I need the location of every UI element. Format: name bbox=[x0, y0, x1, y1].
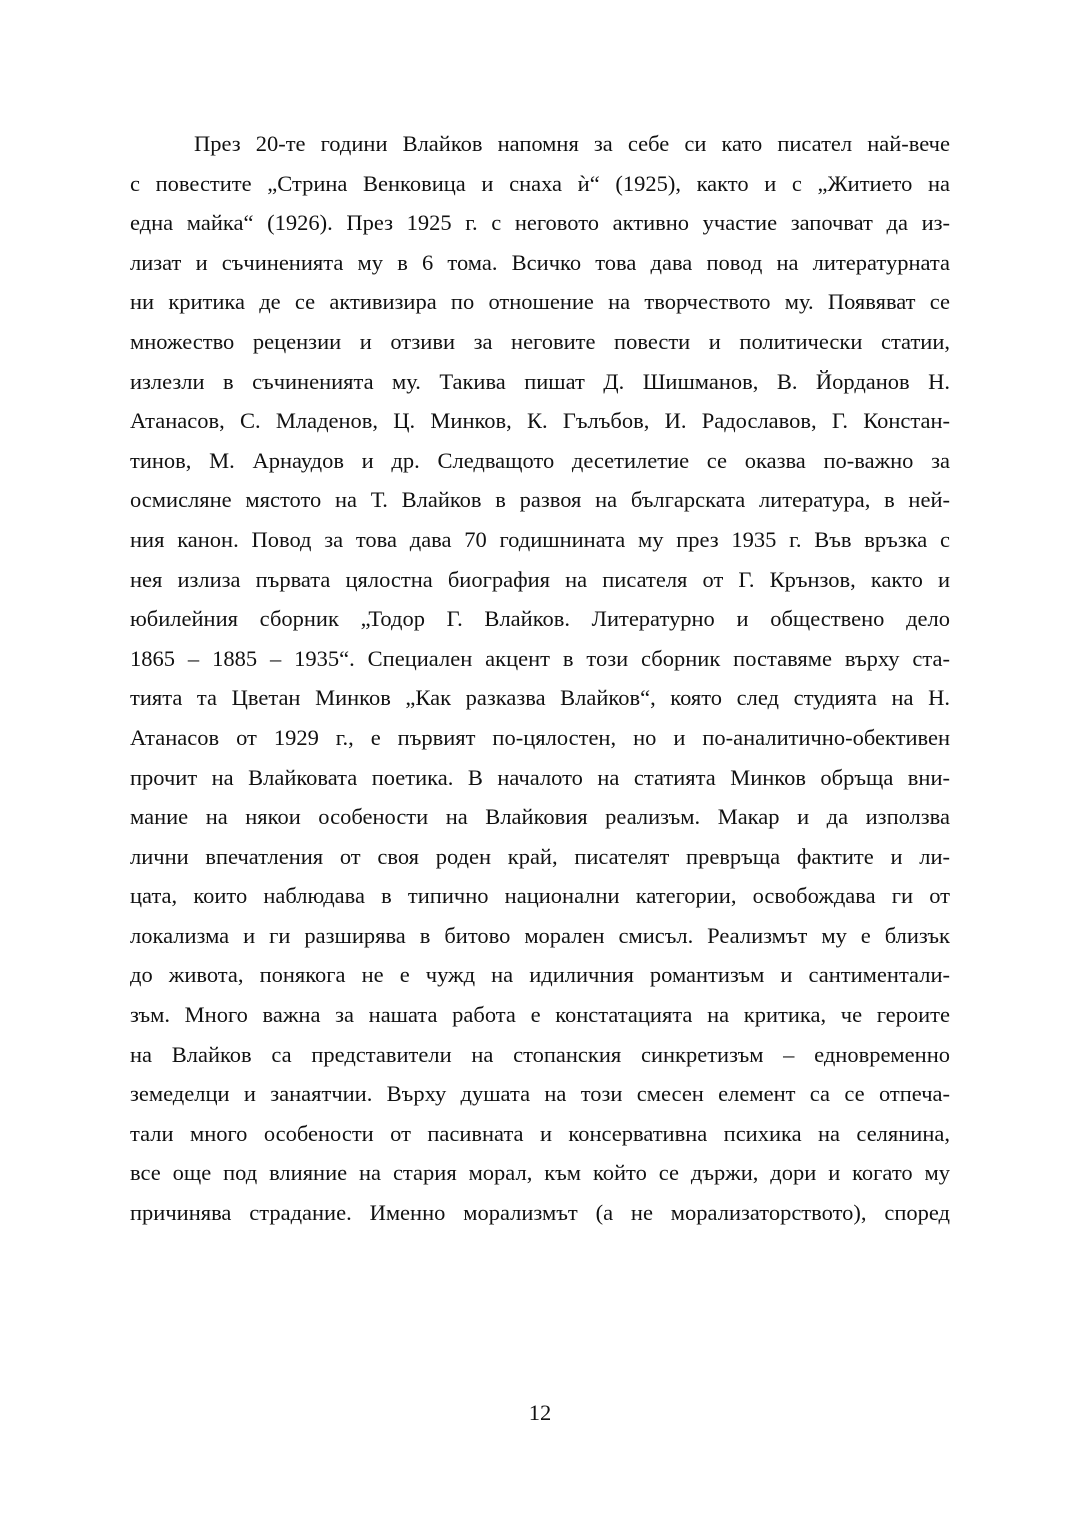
text-line: земеделци и занаятчии. Върху душата на този смесен елемент са се отпеча- bbox=[130, 1081, 950, 1107]
text-line: През 20-те години Влайков напомня за себе си като писател най-вече bbox=[194, 131, 950, 156]
text-line: с повестите „Стрина Венковица и снаха ѝ“ (1925), както и с „Житието на bbox=[130, 170, 950, 196]
text-line: юбилейния сборник „Тодор Г. Влайков. Литературно и обществено дело bbox=[130, 606, 950, 632]
text-line: 1865 – 1885 – 1935“. Специален акцент в този сборник поставяме върху ста- bbox=[130, 645, 950, 671]
text-line: ни критика де се активизира по отношение на творчеството му. Появяват се bbox=[130, 289, 950, 315]
text-line: цата, които наблюдава в типично национални категории, освобождава ги от bbox=[130, 883, 950, 909]
body-paragraph bbox=[130, 124, 950, 1233]
text-line: ния канон. Повод за това дава 70 годишнината му през 1935 г. Във връзка с bbox=[130, 526, 950, 552]
text-line: локализма и ги разширява в битово морален смисъл. Реализмът му е близък bbox=[130, 922, 950, 948]
text-line: Атанасов, С. Младенов, Ц. Минков, К. Гълъбов, И. Радославов, Г. Констан- bbox=[130, 408, 950, 434]
text-line: все още под влияние на стария морал, към който се държи, дори и когато му bbox=[130, 1160, 950, 1186]
text-line: осмисляне мястото на Т. Влайков в развоя на българската литература, в ней- bbox=[130, 487, 950, 513]
text-line: една майка“ (1926). През 1925 г. с неговото активно участие започват да из- bbox=[130, 210, 950, 236]
text-line: излезли в съчиненията му. Такива пишат Д. Шишманов, В. Йорданов Н. bbox=[130, 368, 950, 394]
text-line: прочит на Влайковата поетика. В началото на статията Минков обръща вни- bbox=[130, 764, 950, 790]
text-line: множество рецензии и отзиви за неговите повести и политически статии, bbox=[130, 328, 950, 354]
text-line: тията та Цветан Минков „Как разказва Влайков“, която след студията на Н. bbox=[130, 685, 950, 711]
text-line: нея излиза първата цялостна биография на писателя от Г. Крънзов, както и bbox=[130, 566, 950, 592]
text-line: до живота, понякога не е чужд на идиличния романтизъм и сантиментали- bbox=[130, 962, 950, 988]
text-line: Атанасов от 1929 г., е първият по-цялостен, но и по-аналитично-обективен bbox=[130, 724, 950, 750]
page-number: 12 bbox=[528, 1400, 552, 1425]
text-line: лизат и съчиненията му в 6 тома. Всичко това дава повод на литературната bbox=[130, 249, 950, 275]
text-line: мание на някои особености на Влайковия реализъм. Макар и да използва bbox=[130, 804, 950, 830]
text-line: на Влайков са представители на стопанския синкретизъм – едновременно bbox=[130, 1041, 950, 1067]
text-line: зъм. Много важна за нашата работа е констатацията на критика, че героите bbox=[130, 1002, 950, 1028]
text-line: тали много особености от пасивната и консервативна психика на селянина, bbox=[130, 1120, 950, 1146]
text-line: причинява страдание. Именно морализмът (а не морализаторството), според bbox=[130, 1200, 950, 1226]
text-line: тинов, М. Арнаудов и др. Следващото десетилетие се оказва по-важно за bbox=[130, 447, 950, 473]
text-line: лични впечатления от своя роден край, писателят превръща фактите и ли- bbox=[130, 843, 950, 869]
